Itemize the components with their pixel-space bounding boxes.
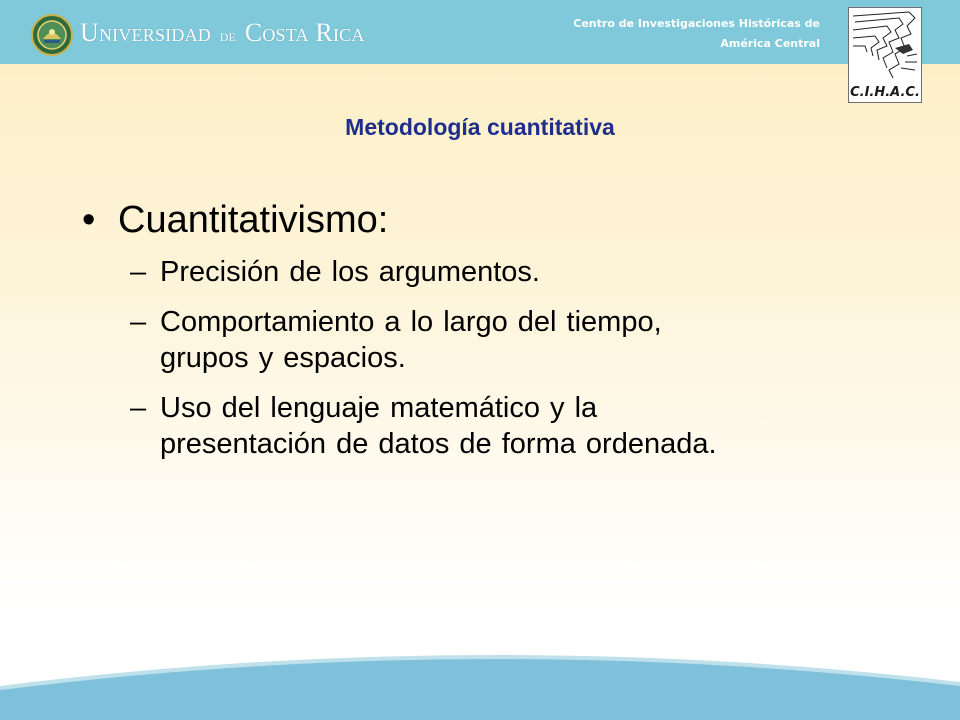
cihac-logo-text: C.I.H.A.C.	[850, 85, 920, 100]
bullet-list	[82, 196, 902, 462]
cihac-logo	[848, 7, 922, 103]
main-bullet-text: Cuantitativismo:	[118, 199, 389, 241]
research-center-name	[520, 14, 820, 54]
main-bullet	[82, 196, 902, 244]
sub-bullet-text: Precisión de los argumentos.	[160, 256, 540, 288]
sub-bullet-mark: –	[130, 306, 147, 338]
bullet-mark: •	[82, 199, 96, 241]
bottom-wave-decoration	[0, 640, 960, 720]
sub-bullet-text: Uso del lenguaje matemático y la presentación de datos de forma ordenada.	[160, 392, 717, 460]
research-center-name-line2: América Central	[720, 37, 820, 50]
sub-bullet-text: Comportamiento a lo largo del tiempo, grupos y espacios.	[160, 306, 662, 374]
sub-bullet	[130, 304, 902, 376]
central-america-map-icon	[849, 8, 921, 84]
sub-bullet-mark: –	[130, 256, 147, 288]
sub-bullet	[130, 254, 902, 290]
sub-bullet	[130, 390, 902, 462]
slide-title: Metodología cuantitativa	[345, 114, 615, 140]
university-name: Universidad de Costa Rica	[80, 18, 365, 47]
university-seal-icon	[31, 14, 73, 56]
research-center-name-line1: Centro de Investigaciones Históricas de	[573, 17, 820, 30]
sub-bullet-mark: –	[130, 392, 147, 424]
